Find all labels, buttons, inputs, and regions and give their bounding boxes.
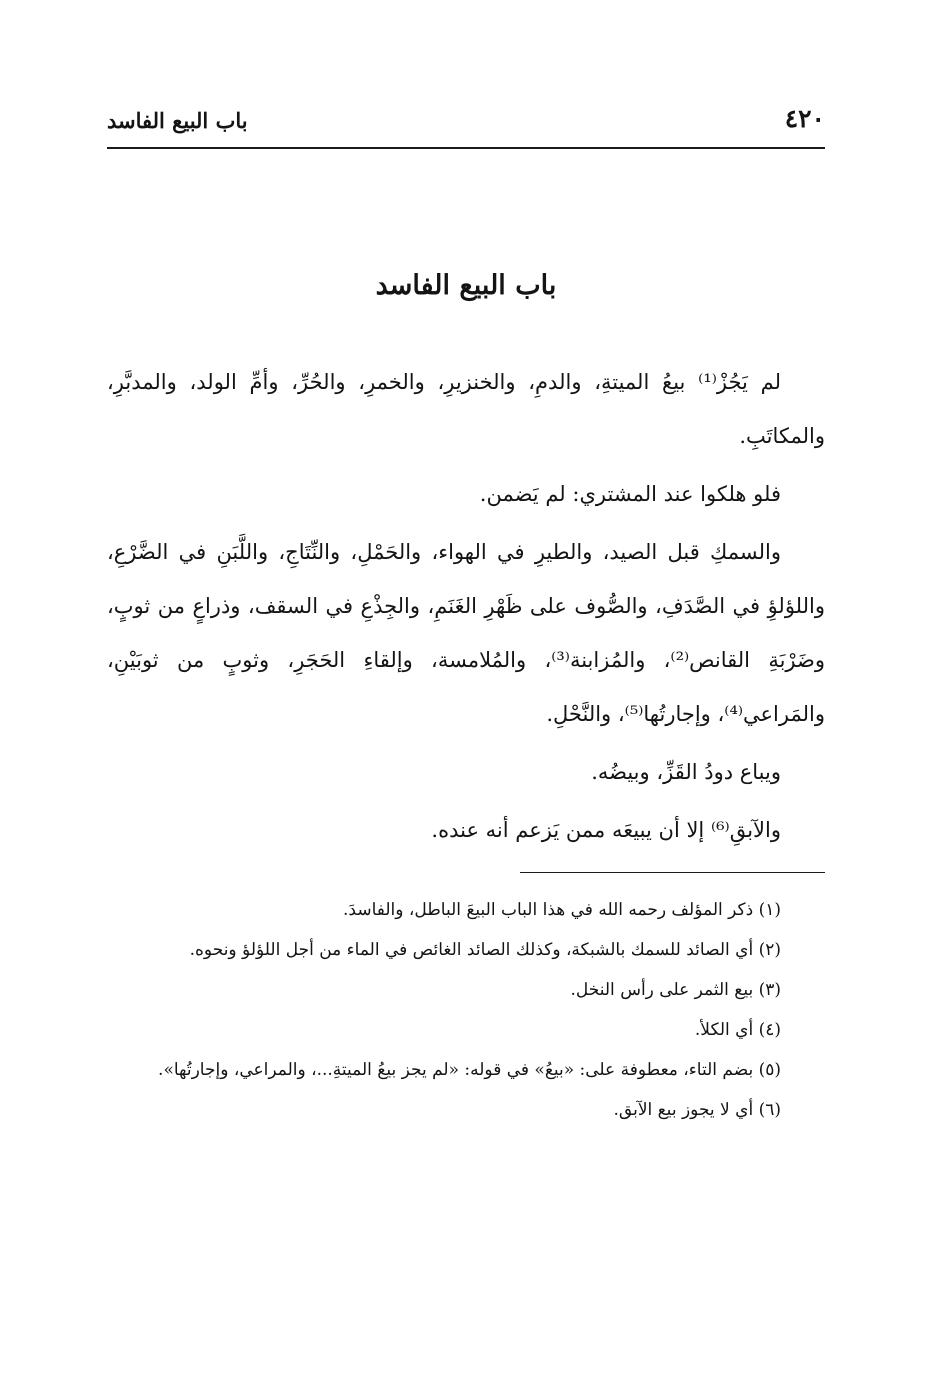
footnote: (٣) بيع الثمر على رأس النخل. <box>570 980 781 1000</box>
paragraph: والسمكِ قبل الصيد، والطيرِ في الهواء، والحَمْلِ، والنِّتَاجِ، واللَّبَنِ في الضَّرْعِ، واللؤلؤِ في الصَّدَفِ، والصُّوف على ظَهْرِ الغَنَمِ، والجِذْعِ في السقف، وذراعٍ من ثوبٍ، وضَرْبَةِ القانص⁽²⁾، والمُزابنة⁽³⁾، والمُلامسة، وإلقاءِ الحَجَرِ، وثوبٍ من ثوبَيْنِ، والمَراعي⁽⁴⁾، وإجارتُها⁽⁵⁾، والنَّحْلِ. <box>107 540 825 726</box>
footnote-separator <box>520 872 825 873</box>
header-rule <box>107 147 825 149</box>
running-title: باب البيع الفاسد <box>107 108 248 133</box>
footnote: (٢) أي الصائد للسمك بالشبكة، وكذلك الصائد الغائص في الماء من أجل اللؤلؤ ونحوه. <box>189 940 781 960</box>
footnote: (٦) أي لا يجوز بيع الآبق. <box>613 1100 781 1120</box>
footnote: (٥) بضم التاء، معطوفة على: «بيعُ» في قوله: «لم يجز بيعُ الميتةِ...، والمراعي، وإجارتُها». <box>158 1060 781 1080</box>
footnote: (٤) أي الكلأ. <box>694 1020 781 1040</box>
paragraph: والآبقِ⁽⁶⁾ إلا أن يبيعَه ممن يَزعم أنه عنده. <box>431 818 781 842</box>
footnotes <box>107 890 825 1130</box>
chapter-title: باب البيع الفاسد <box>375 270 557 301</box>
page-header <box>107 98 825 150</box>
paragraph: فلو هلكوا عند المشتري: لم يَضمن. <box>479 482 781 506</box>
page-number: ٤٢٠ <box>784 104 825 133</box>
footnote: (١) ذكر المؤلف رحمه الله في هذا الباب البيعَ الباطل، والفاسدَ. <box>343 900 781 920</box>
paragraph: ويباع دودُ القَزِّ، وبيضُه. <box>591 760 781 784</box>
paragraph: لم يَجُزْ⁽¹⁾ بيعُ الميتةِ، والدمِ، والخنزيرِ، والخمرِ، والحُرِّ، وأمِّ الولد، والمدبَّرِ، والمكاتَبِ. <box>107 370 825 448</box>
main-text <box>107 355 825 861</box>
